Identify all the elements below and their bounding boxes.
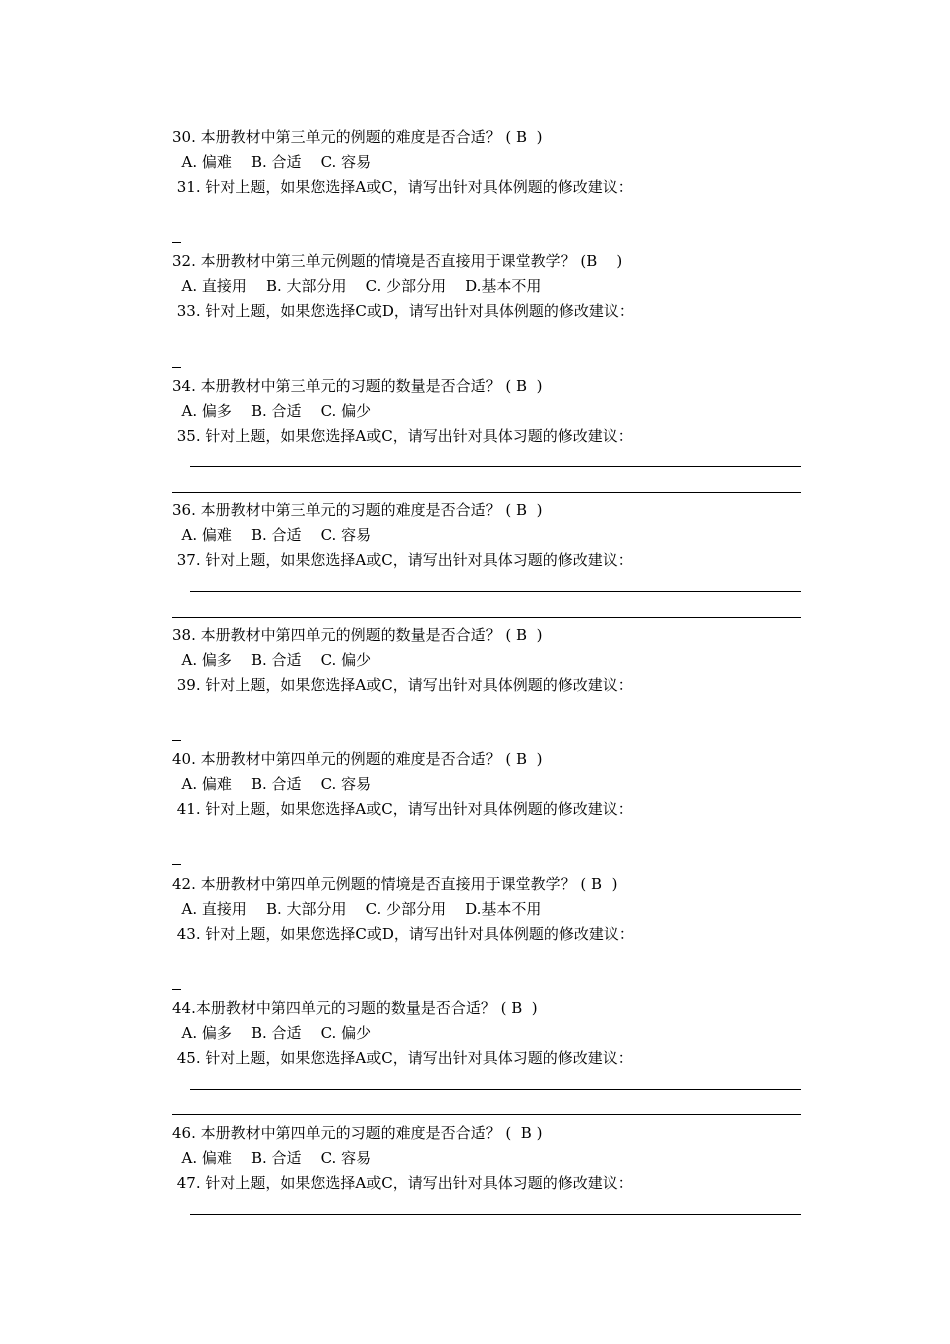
question-42: 42. 本册教材中第四单元例题的情境是否直接用于课堂教学？ ( B ) <box>172 875 618 893</box>
question-32-options: A. 直接用 B. 大部分用 C. 少部分用 D.基本不用 <box>172 277 542 295</box>
question-38: 38. 本册教材中第四单元的例题的数量是否合适？ ( B ) <box>172 626 543 644</box>
question-44: 44.本册教材中第四单元的习题的数量是否合适？ ( B ) <box>172 999 538 1017</box>
answer-line-37a <box>190 591 801 592</box>
answer-line-37b <box>172 617 801 618</box>
question-41: 41. 针对上题，如果您选择A或C，请写出针对具体例题的修改建议： <box>172 800 633 818</box>
answer-dash-41 <box>172 864 181 865</box>
answer-line-47a <box>190 1214 801 1215</box>
question-37: 37. 针对上题，如果您选择A或C，请写出针对具体习题的修改建议： <box>172 551 633 569</box>
question-35: 35. 针对上题，如果您选择A或C，请写出针对具体习题的修改建议： <box>172 427 633 445</box>
question-30: 30. 本册教材中第三单元的例题的难度是否合适？ ( B ) <box>172 128 543 146</box>
question-34-options: A. 偏多 B. 合适 C. 偏少 <box>172 402 372 420</box>
question-46: 46. 本册教材中第四单元的习题的难度是否合适？ ( B ) <box>172 1124 543 1142</box>
question-32: 32. 本册教材中第三单元例题的情境是否直接用于课堂教学？ (B ) <box>172 252 623 270</box>
question-47: 47. 针对上题，如果您选择A或C，请写出针对具体习题的修改建议： <box>172 1174 633 1192</box>
question-45: 45. 针对上题，如果您选择A或C，请写出针对具体习题的修改建议： <box>172 1049 633 1067</box>
question-30-options: A. 偏难 B. 合适 C. 容易 <box>172 153 372 171</box>
question-44-options: A. 偏多 B. 合适 C. 偏少 <box>172 1024 372 1042</box>
question-38-options: A. 偏多 B. 合适 C. 偏少 <box>172 651 372 669</box>
question-34: 34. 本册教材中第三单元的习题的数量是否合适？ ( B ) <box>172 377 543 395</box>
answer-line-45a <box>190 1089 801 1090</box>
answer-line-45b <box>172 1114 801 1115</box>
question-43: 43. 针对上题，如果您选择C或D，请写出针对具体例题的修改建议： <box>172 925 634 943</box>
question-33: 33. 针对上题，如果您选择C或D，请写出针对具体例题的修改建议： <box>172 302 634 320</box>
answer-dash-39 <box>172 740 181 741</box>
question-39: 39. 针对上题，如果您选择A或C，请写出针对具体例题的修改建议： <box>172 676 633 694</box>
answer-line-35b <box>172 492 801 493</box>
question-31: 31. 针对上题，如果您选择A或C，请写出针对具体例题的修改建议： <box>172 178 633 196</box>
answer-dash-33 <box>172 367 181 368</box>
answer-dash-43 <box>172 989 181 990</box>
question-36-options: A. 偏难 B. 合适 C. 容易 <box>172 526 372 544</box>
question-46-options: A. 偏难 B. 合适 C. 容易 <box>172 1149 372 1167</box>
question-40: 40. 本册教材中第四单元的例题的难度是否合适？ ( B ) <box>172 750 543 768</box>
question-42-options: A. 直接用 B. 大部分用 C. 少部分用 D.基本不用 <box>172 900 542 918</box>
question-36: 36. 本册教材中第三单元的习题的难度是否合适？ ( B ) <box>172 501 543 519</box>
question-40-options: A. 偏难 B. 合适 C. 容易 <box>172 775 372 793</box>
answer-line-35a <box>190 466 801 467</box>
answer-dash-31 <box>172 242 181 243</box>
